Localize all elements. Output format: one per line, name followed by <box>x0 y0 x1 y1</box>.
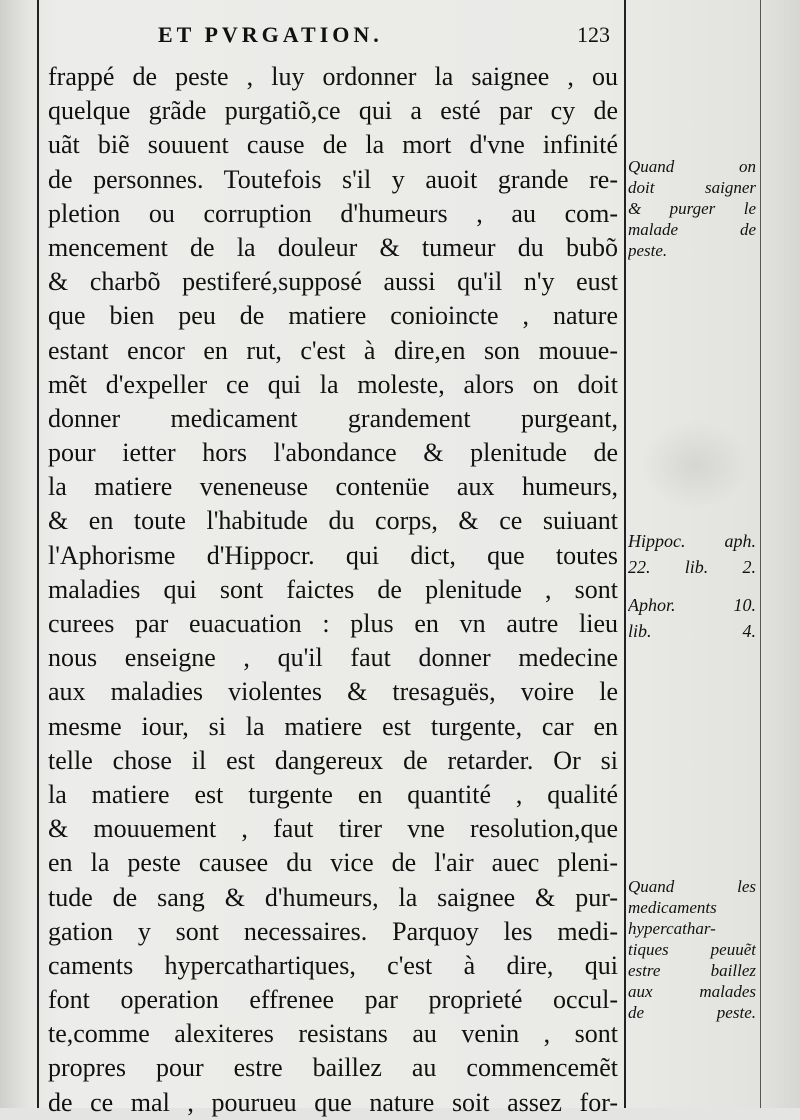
note-line: hypercathar- <box>628 919 716 938</box>
note-line: estre baillez <box>628 961 756 980</box>
main-text-block <box>48 60 618 1120</box>
text-line: donner medicament grandement purgeant, <box>48 403 618 433</box>
text-line: mẽt d'expeller ce qui la moleste, alors on doit <box>48 369 618 399</box>
text-line: la matiere est turgente en quantité , qualité <box>48 779 618 809</box>
note-line: & purger le <box>628 199 756 218</box>
text-line: gation y sont necessaires. Parquoy les medi- <box>48 916 618 946</box>
text-line: que bien peu de matiere conioincte , nature <box>48 301 618 331</box>
text-line: de personnes. Toutefois s'il y auoit grande re- <box>48 164 618 194</box>
text-line: te,comme alexiteres resistans au venin , sont <box>48 1019 618 1049</box>
note-line: Quand on <box>628 157 756 176</box>
note-line: aux malades <box>628 982 756 1001</box>
text-line: & mouuement , faut tirer vne resolution,que <box>48 814 618 844</box>
bleed-through-smudge <box>640 420 750 510</box>
text-line: la matiere veneneuse contenüe aux humeurs, <box>48 472 618 502</box>
margin-note-rule <box>624 0 626 1108</box>
text-line: pletion ou corruption d'humeurs , au com- <box>48 198 618 228</box>
text-line: en la peste causee du vice de l'air auec pleni- <box>48 848 618 878</box>
text-line: estant encor en rut, c'est à dire,en son mouue- <box>48 335 618 365</box>
text-line: curees par euacuation : plus en vn autre lieu <box>48 609 618 638</box>
text-line: mesme iour, si la matiere est turgente, car en <box>48 711 618 741</box>
note-line: tiques peuuẽt <box>628 940 756 959</box>
running-header <box>150 22 610 52</box>
note-line: doit saigner <box>628 178 756 197</box>
note-line: Quand les <box>628 877 756 896</box>
note-line: malade de <box>628 220 756 239</box>
page-number: 123 <box>577 22 610 47</box>
text-line: caments hypercathartiques, c'est à dire, qui <box>48 950 618 980</box>
text-line: quelque grãde purgatiõ,ce qui a esté par cy de <box>48 96 618 126</box>
text-line: tude de sang & d'humeurs, la saignee & pur- <box>48 882 618 912</box>
margin-note-hippocrates <box>628 528 756 580</box>
text-line: pour ietter hors l'abondance & plenitude de <box>48 438 618 468</box>
text-line: de ce mal , pourueu que nature soit assez for- <box>48 1087 618 1117</box>
text-line: maladies qui sont faictes de plenitude , sont <box>48 574 618 604</box>
text-line: nous enseigne , qu'il faut donner medecine <box>48 643 618 673</box>
text-line: mencement de la douleur & tumeur du bubõ <box>48 232 618 262</box>
text-line: l'Aphorisme d'Hippocr. qui dict, que toutes <box>48 540 618 570</box>
margin-note-bloodletting <box>628 156 756 261</box>
text-line: telle chose il est dangereux de retarder. Or si <box>48 745 618 775</box>
text-line: uãt biẽ souuent cause de la mort d'vne infinité <box>48 130 618 160</box>
text-line: aux maladies violentes & tresaguës, voire le <box>48 677 618 707</box>
note-line: peste. <box>628 241 668 260</box>
running-title: ET PVRGATION. <box>158 22 383 47</box>
note-line: lib. 4. <box>628 621 756 641</box>
left-margin-rule <box>37 0 39 1108</box>
right-edge-rule <box>760 0 761 1108</box>
text-line: & charbõ pestiferé,supposé aussi qu'il n'y eust <box>48 267 618 297</box>
margin-note-hypercathartics <box>628 876 756 1023</box>
note-line: medicaments <box>628 898 717 917</box>
note-line: de peste. <box>628 1003 756 1022</box>
text-line: font operation effrenee par proprieté occul- <box>48 985 618 1015</box>
text-line: frappé de peste , luy ordonner la saignee , ou <box>48 62 618 91</box>
margin-note-aphorism <box>628 592 756 644</box>
note-line: 22. lib. 2. <box>628 557 756 577</box>
note-line: Hippoc. aph. <box>628 531 756 551</box>
text-line: propres pour estre baillez au commencemẽt <box>48 1053 618 1083</box>
text-line: & en toute l'habitude du corps, & ce suiuant <box>48 506 618 536</box>
note-line: Aphor. 10. <box>628 595 756 615</box>
